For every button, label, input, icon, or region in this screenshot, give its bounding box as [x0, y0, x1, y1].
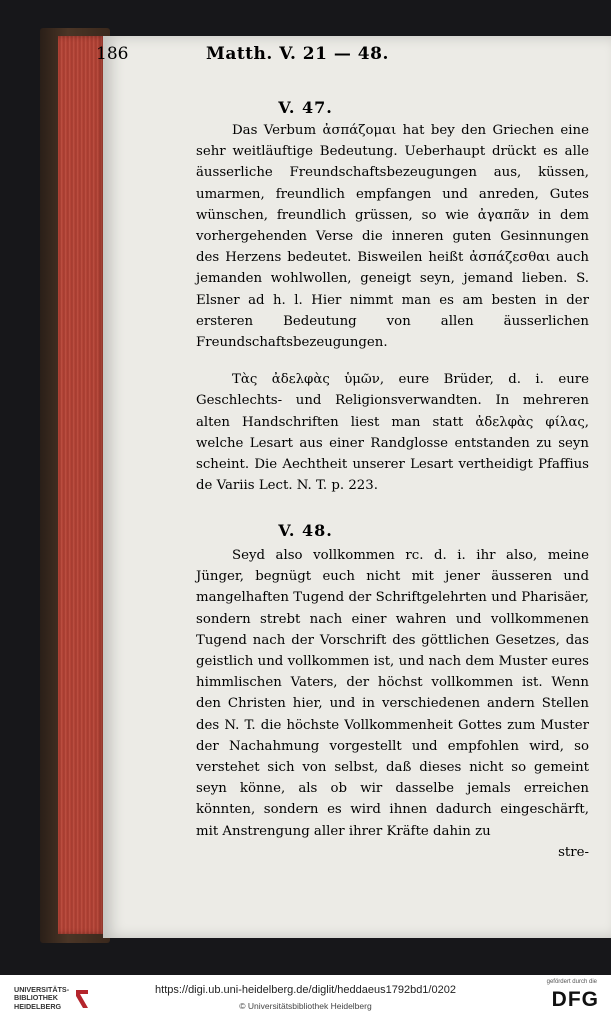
catchword: stre-	[558, 844, 589, 860]
paragraph: Seyd also vollkommen rc. d. i. ihr also, meine Jünger, begnügt euch nicht mit jener äusseren und mangelhaften Tugend der Schriftgelehrten und Pharisäer, sondern strebt nach einer wahren und vollkommenen Tugend nach der Vorschrift des göttlichen Gesetzes, das geistlich und vollkommen ist, und nach dem Muster eures himmlischen Vaters, der höchst vollkommen ist. Wenn den Christen hier, und in verschiedenen andern Stellen des N. T. die höchste Vollkommenheit Gottes zum Muster der Nachahmung vorgestellt und empfohlen wird, so verstehet sich von selbst, daß dieses nicht so gemeint seyn könne, als ob wir dasselbe jemals erreichen könnten, sondern es wird ihnen dadurch eingeschärft, mit Anstrengung aller ihrer Kräfte dahin zu	[196, 548, 589, 839]
paragraph: Das Verbum ἀσπάζομαι hat bey den Griechen eine sehr weitläuftige Bedeutung. Ueberhaupt drückt es alle äusserliche Freundschaftsbezeugungen aus, küssen, umarmen, freundlich empfangen und anreden, Gutes wünschen, freundlich grüssen, so wie ἀγαπᾶν in dem vorhergehenden Verse die inneren guten Gesinnungen des Herzens bedeutet. Bisweilen heißt ἀσπάζεσθαι auch jemanden wohlwollen, geneigt seyn, jemand lieben. S. Elsner ad h. l. Hier nimmt man es am besten in der ersteren Bedeutung von allen äusserlichen Freundschaftsbezeugungen.	[196, 123, 589, 351]
library-logo-text: UNIVERSITÄTS- BIBLIOTHEK HEIDELBERG	[14, 985, 70, 1011]
section-47-text	[196, 120, 589, 496]
verse-heading-47: V. 47.	[278, 98, 333, 117]
verse-heading-48: V. 48.	[278, 521, 333, 540]
permalink-url[interactable]: https://digi.ub.uni-heidelberg.de/diglit/heddaeus1792bd1/0202	[155, 984, 456, 996]
page-number: 186	[96, 44, 129, 64]
page-header	[96, 44, 591, 68]
funder-note: gefördert durch die	[546, 979, 597, 985]
dfg-logo: DFG	[551, 988, 599, 1011]
section-48-text	[196, 545, 589, 863]
running-head: Matth. V. 21 — 48.	[206, 44, 389, 64]
paragraph: Τὰς ἀδελφὰς ὑμῶν, eure Brüder, d. i. eure Geschlechts- und Religionsverwandten. In mehreren alten Handschriften liest man statt ἀδελφὰς φίλας, welche Lesart aus einer Randglosse entstanden zu seyn scheint. Die Aechtheit unserer Lesart vertheidigt Pfaffius de Variis Lect. N. T. p. 223.	[196, 372, 589, 494]
viewer-footer	[0, 975, 611, 1018]
page-edges	[58, 36, 105, 934]
copyright-text: © Universitätsbibliothek Heidelberg	[239, 1001, 372, 1011]
